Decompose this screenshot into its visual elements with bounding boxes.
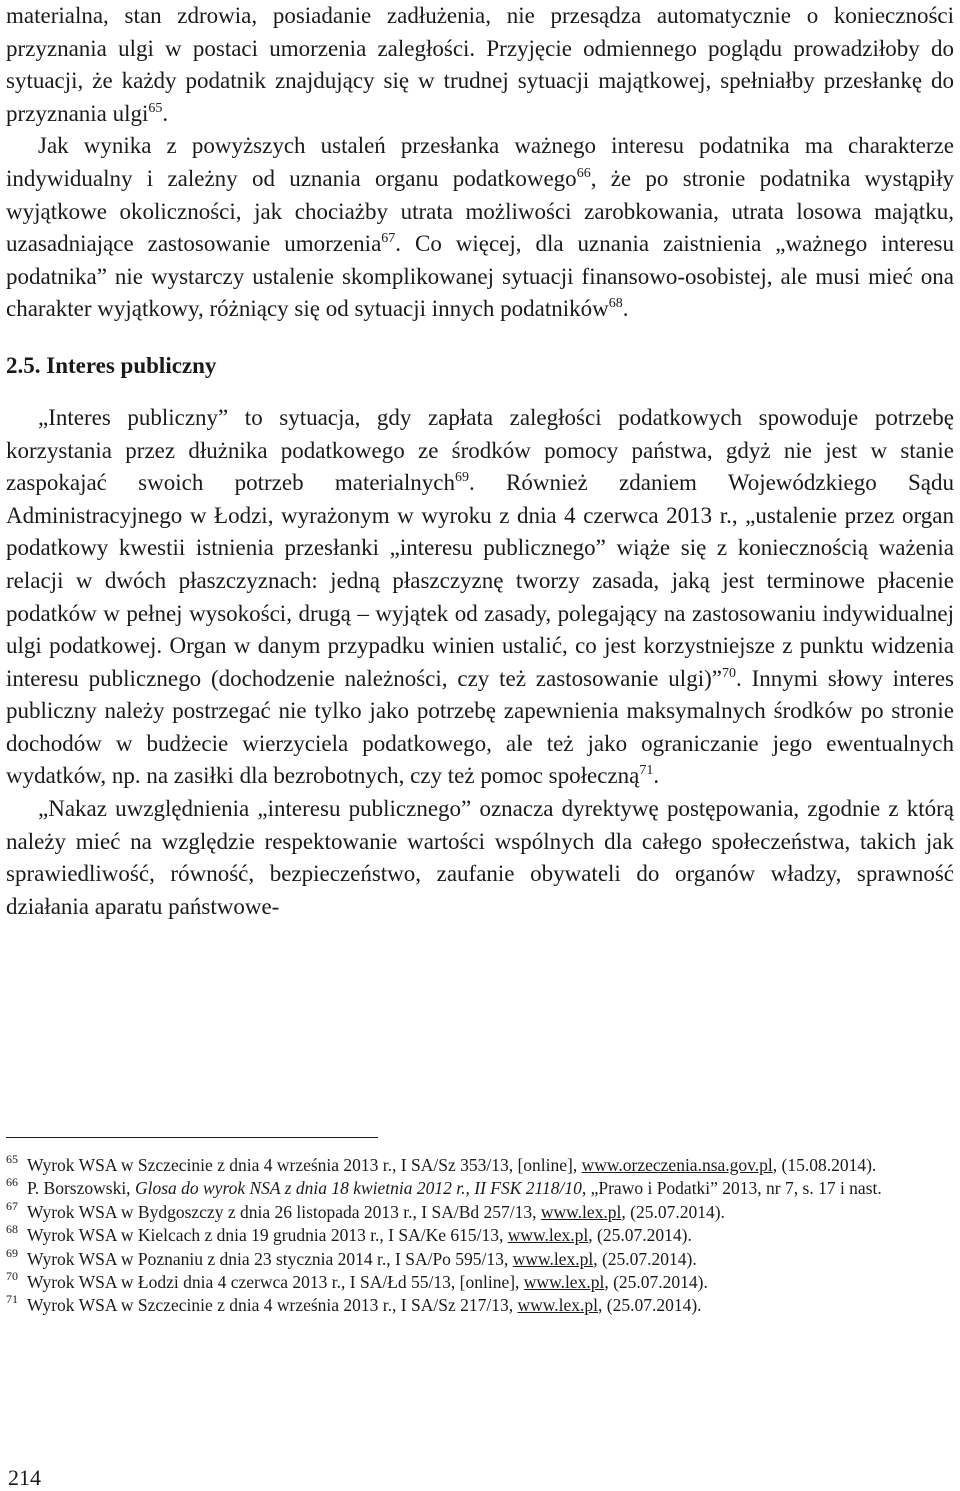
paragraph-text: . bbox=[162, 100, 169, 126]
footnote-item bbox=[6, 1154, 954, 1177]
footnote-link[interactable]: www.lex.pl bbox=[507, 1225, 589, 1246]
paragraph-important-interest bbox=[6, 130, 954, 326]
footnote-number: 70 bbox=[6, 1269, 18, 1284]
paragraph-text: . Co więcej, dla uznania zaistnienia „ważnego interesu podatnika” nie wystarczy ustalenie skomplikowanej sytuacji finansowo-osobistej, ale musi mieć ona charakter wyjątkowy, różniący się od sytuacji innych podatników bbox=[6, 231, 954, 322]
footnote-item bbox=[6, 1224, 954, 1247]
page-number: 214 bbox=[8, 1465, 41, 1490]
footnote-text: Wyrok WSA w Łodzi dnia 4 czerwca 2013 r., I SA/Łd 55/13, [online], bbox=[27, 1272, 524, 1293]
paragraph-text: . bbox=[622, 296, 629, 322]
footnote-text: Wyrok WSA w Poznaniu z dnia 23 stycznia 2014 r., I SA/Po 595/13, bbox=[27, 1248, 513, 1269]
footnote-ref[interactable]: 68 bbox=[608, 296, 623, 312]
paragraph-directive: „Nakaz uwzględnienia „interesu publicznego” oznacza dyrektywę postępowania, zgodnie z którą należy mieć na względzie respektowanie wartości wspólnych dla całego społeczeństwa, takich jak sprawiedliwość, równość, bezpieczeństwo, zaufanie obywateli do organów władzy, sprawność działania aparatu państwowe- bbox=[6, 796, 954, 919]
paragraph-text: Jak wynika z powyższych ustaleń przesłanka ważnego interesu podatnika ma charakterze indywidualny i zależny od uznania organu podatkowego bbox=[6, 133, 954, 191]
footnote-text: Wyrok WSA w Szczecinie z dnia 4 września 2013 r., I SA/Sz 217/13, bbox=[27, 1295, 518, 1316]
paragraph-text: , że po stronie podatnika wystąpiły wyjątkowe okoliczności, jak chociażby utrata możliwości zarobkowania, utrata losowa majątku, uzasadniające zastosowanie umorzenia bbox=[6, 165, 954, 257]
footnote-text: , (25.07.2014). bbox=[604, 1272, 708, 1293]
footnote-italic-title: Glosa do wyrok NSA z dnia 18 kwietnia 2012 r., II FSK 2118/10 bbox=[134, 1178, 582, 1199]
footnote-number: 69 bbox=[6, 1245, 18, 1260]
footnote-number: 68 bbox=[6, 1222, 18, 1237]
footnote-text: , (25.07.2014). bbox=[588, 1225, 692, 1246]
footnote-ref[interactable]: 65 bbox=[148, 100, 163, 116]
footnote-number: 66 bbox=[6, 1175, 18, 1190]
footnote-text: , „Prawo i Podatki” 2013, nr 7, s. 17 i nast. bbox=[581, 1178, 882, 1199]
paragraph-text: . Również zdaniem Wojewódzkiego Sądu Administracyjnego w Łodzi, wyrażonym w wyroku z dnia 4 czerwca 2013 r., „ustalenie przez organ podatkowy kwestii istnienia przesłanki „interesu publicznego” wiąże się z koniecznością ważenia relacji w dwóch płaszczyznach: jedną płaszczyznę tworzy zasada, jaką jest terminowe płacenie podatków w pełnej wysokości, drugą – wyjątek od zasady, polegający na zastosowaniu indywidualnej ulgi podatkowej. Organ w danym przypadku winien ustalić, co jest korzystniejsze z punktu widzenia interesu publicznego (dochodzenie należności, czy też zastosowanie ulgi)” bbox=[6, 470, 955, 691]
footnote-text: , (25.07.2014). bbox=[598, 1295, 702, 1316]
footnote-text: Wyrok WSA w Szczecinie z dnia 4 września 2013 r., I SA/Sz 353/13, [online], bbox=[27, 1155, 582, 1175]
paragraph-text: . bbox=[653, 763, 660, 789]
footnote-link[interactable]: www.lex.pl bbox=[540, 1201, 622, 1222]
footnote-number: 67 bbox=[6, 1198, 18, 1213]
footnote-divider bbox=[6, 1137, 378, 1138]
footnote-ref[interactable]: 71 bbox=[639, 763, 654, 779]
footnote-item bbox=[6, 1198, 954, 1224]
footnote-text: , (25.07.2014). bbox=[593, 1248, 697, 1269]
footnote-ref[interactable]: 70 bbox=[721, 665, 736, 681]
footnote-text: , (15.08.2014). bbox=[772, 1155, 877, 1175]
footnote-number: 65 bbox=[6, 1152, 18, 1166]
footnote-item bbox=[6, 1294, 954, 1317]
footnote-text: Wyrok WSA w Kielcach z dnia 19 grudnia 2013 r., I SA/Ke 615/13, bbox=[27, 1225, 508, 1246]
footnote-text: , (25.07.2014). bbox=[621, 1201, 725, 1222]
footnote-item bbox=[6, 1177, 954, 1200]
paragraph-text: „Interes publiczny” to sytuacja, gdy zapłata zaległości podatkowych spowoduje potrzebę korzystania przez dłużnika podatkowego ze środków pomocy państwa, gdyż nie jest w stanie zaspokajać swoich potrzeb materialnych bbox=[6, 404, 954, 496]
paragraph-continuation bbox=[6, 0, 954, 130]
footnote-ref[interactable]: 67 bbox=[381, 231, 396, 247]
paragraph-text: materialna, stan zdrowia, posiadanie zadłużenia, nie przesądza automatycznie o konieczności przyznania ulgi w postaci umorzenia zaległości. Przyjęcie odmiennego poglądu prowadziłoby do sytuacji, że każdy podatnik znajdujący się w trudnej sytuacji majątkowej, spełniałby przesłankę do przyznania ulgi bbox=[6, 3, 954, 126]
footnote-link[interactable]: www.orzeczenia.nsa.gov.pl bbox=[581, 1155, 773, 1175]
footnote-number: 71 bbox=[6, 1292, 18, 1307]
footnote-ref[interactable]: 69 bbox=[454, 470, 469, 486]
footnote-text: P. Borszowski, bbox=[27, 1178, 135, 1199]
footnote-link[interactable]: www.lex.pl bbox=[512, 1248, 594, 1269]
section-heading: 2.5. Interes publiczny bbox=[6, 352, 217, 378]
footnote-item bbox=[6, 1271, 954, 1294]
footnote-item bbox=[6, 1245, 954, 1271]
footnote-link[interactable]: www.lex.pl bbox=[523, 1272, 605, 1293]
footnotes bbox=[6, 1154, 954, 1318]
footnote-text: Wyrok WSA w Bydgoszczy z dnia 26 listopada 2013 r., I SA/Bd 257/13, bbox=[27, 1201, 541, 1222]
page-body bbox=[6, 0, 954, 923]
paragraph-public-interest bbox=[6, 402, 954, 793]
footnote-link[interactable]: www.lex.pl bbox=[517, 1295, 599, 1316]
paragraph-text: . Innymi słowy interes publiczny należy postrzegać nie tylko jako potrzebę zapewnienia maksymalnych środków po stronie dochodów w budżecie wierzyciela podatkowego, ale też jako ograniczanie jego ewentualnych wydatków, np. na zasiłki dla bezrobotnych, czy też pomoc społeczną bbox=[6, 665, 954, 789]
footnote-ref[interactable]: 66 bbox=[576, 165, 591, 181]
